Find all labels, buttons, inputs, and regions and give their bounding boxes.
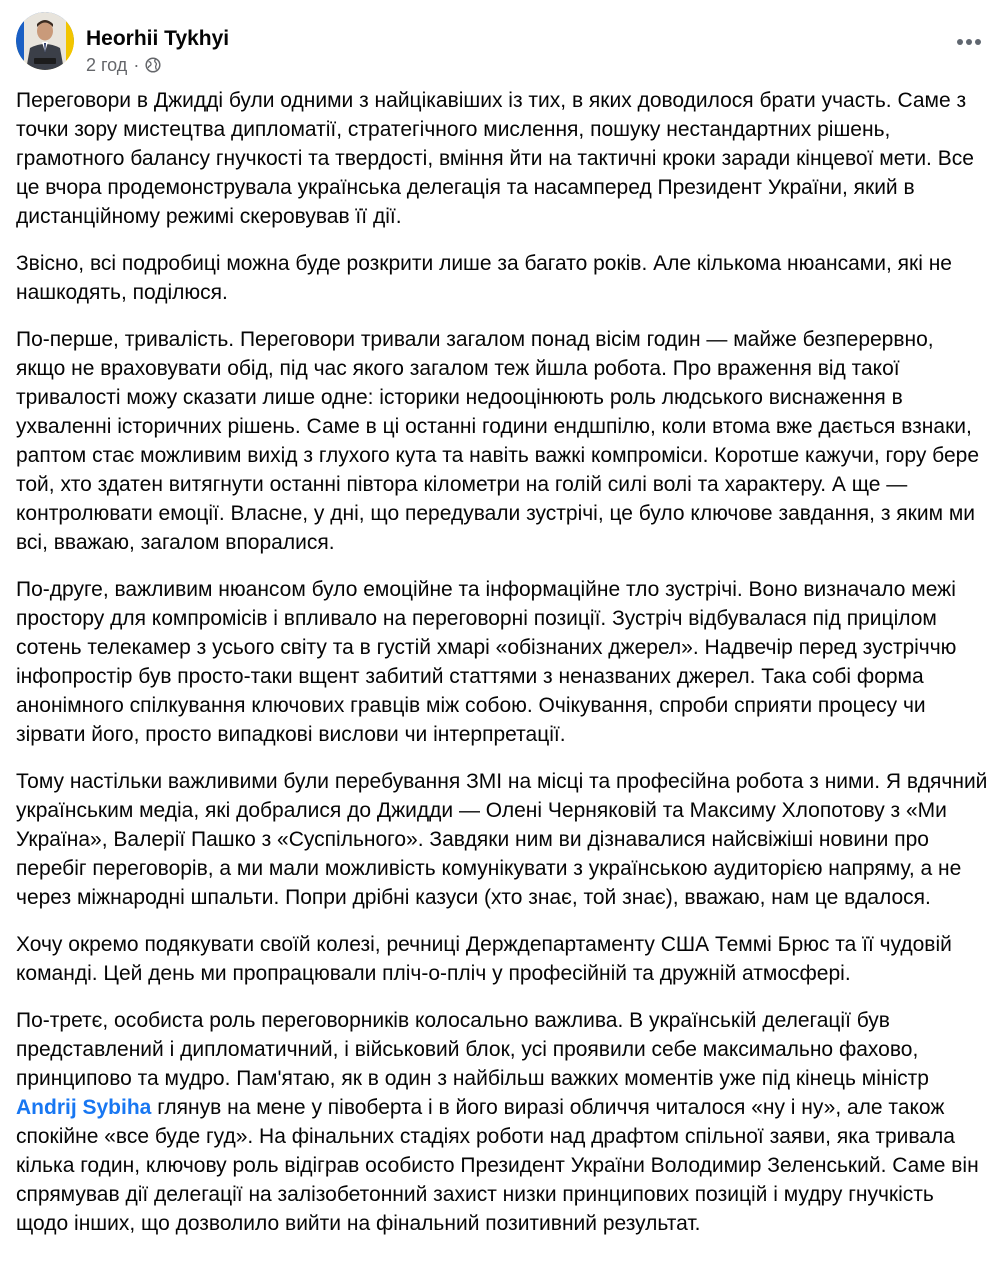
post-body [16,86,988,1256]
paragraph-text: По-третє, особиста роль переговорників колосально важлива. В українській делегації був представлений і дипломатичний, і військовий блок, усі проявили себе максимально фахово, принципово та мудро. Пам'ятаю, як в один з найбільш важких моментів уже під кінець міністр [16,1009,929,1090]
meta-separator: · [133,55,140,75]
avatar-image [16,12,74,70]
post-paragraph: Хочу окремо подякувати своїй колезі, речниці Держдепартаменту США Теммі Брюс та її чудовій команді. Цей день ми пропрацювали пліч-о-пліч у професійній та дружній атмосфері. [16,933,952,985]
globe-icon [145,57,161,73]
post-paragraph [16,1006,988,1238]
author-name[interactable]: Heorhii Tykhyi [86,27,230,50]
paragraph-text: глянув на мене у півоберта і в його виразі обличчя читалося «ну і ну», але також спокійне «все буде гуд». На фінальних стадіях роботи над драфтом спільної заяви, яка тривала кілька годин, ключову роль відіграв особисто Президент України Володимир Зеленський. Саме він спрямував дії делегації на залізобетонний захист низки принципових позицій і мудру гнучкість щодо інших, що дозволило вийти на фінальний позитивний результат. [16,1096,979,1235]
post-paragraph: Тому настільки важливими були перебування ЗМІ на місці та професійна робота з ними. Я вдячний українським медіа, які добралися до Джидди — Олені Черняковій та Максиму Хлопотову з «Ми Україна», Валерії Пашко з «Суспільного». Завдяки ним ви дізнавалися найсвіжіші новини про перебіг переговорів, а ми мали можливість комунікувати з українською аудиторією напряму, а не через міжнародні шпальти. Попри дрібні казуси (хто знає, той знає), вважаю, нам це вдалося. [16,770,988,909]
post-paragraph: По-перше, тривалість. Переговори тривали загалом понад вісім годин — майже безперервно, якщо не враховувати обід, під час якого загалом теж йшла робота. Про враження від такої тривалості можу сказати лише одне: історики недооцінюють роль людського виснаження в ухваленні історичних рішень. Саме в ці останні години ендшпілю, коли втома вже дається взнаки, раптом стає можливим вихід з глухого кута та навіть важкі компроміси. Коротше кажучи, гору бере той, хто здатен витягнути останні півтора кілометри на голій силі волі та характеру. А ще — контролювати емоції. Власне, у дні, що передували зустрічі, це було ключове завдання, з яким ми всі, вважаю, загалом впоралися. [16,328,979,554]
author-avatar[interactable] [16,12,74,70]
more-horizontal-icon [956,38,982,46]
post-paragraph: Переговори в Джидді були одними з найцікавіших із тих, в яких доводилося брати участь. Саме з точки зору мистецтва дипломатії, стратегічного мислення, пошуку нестандартних рішень, грамотного балансу гнучкості та твердості, вміння йти на тактичні кроки заради кінцевої мети. Все це вчора продемонструвала українська делегація та насамперед Президент України, який в дистанційному режимі скеровував її дії. [16,89,974,228]
post-paragraph: Звісно, всі подробиці можна буде розкрити лише за багато років. Але кількома нюансами, які не нашкодять, поділюся. [16,252,952,304]
post-paragraph: По-друге, важливим нюансом було емоційне та інформаційне тло зустрічі. Воно визначало межі простору для компромісів і впливало на переговорні позиції. Зустріч відбувалася під прицілом сотень телекамер з усього світу та в густій хмарі «обізнаних джерел». Надвечір перед зустріччю інфопростір був просто-таки вщент забитий статтями з неназваних джерел. Така собі форма анонімного спілкування ключових гравців між собою. Очікування, спроби сприяти процесу чи зірвати його, просто випадкові вислови чи інтерпретації. [16,578,957,746]
post-meta [86,56,161,74]
mention-link[interactable]: Andrij Sybiha [16,1096,152,1119]
post-timestamp[interactable]: 2 год [86,55,128,75]
post-header [16,12,987,75]
more-options-button[interactable] [951,24,987,60]
